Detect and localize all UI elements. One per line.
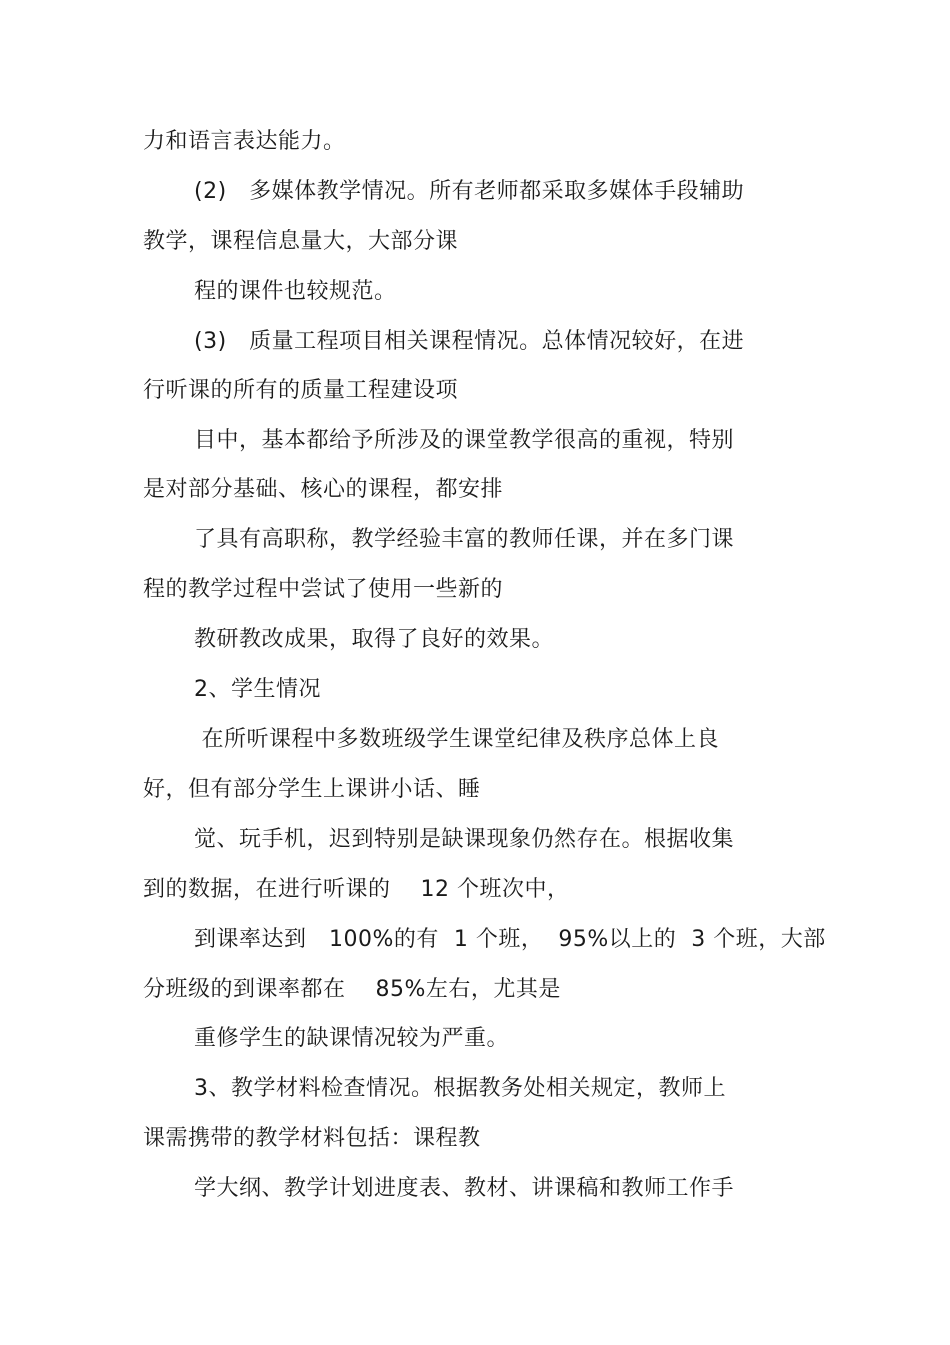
text-line: 教研教改成果，取得了良好的效果。	[194, 627, 555, 652]
text-line: 在所听课程中多数班级学生课堂纪律及秩序总体上良	[194, 727, 719, 752]
text-line: 好，但有部分学生上课讲小话、睡	[143, 777, 481, 802]
section-heading: 3、教学材料检查情况。根据教务处相关规定，教师上	[194, 1076, 726, 1101]
section-heading: 2、学生情况	[194, 677, 321, 702]
text-line: (2) 多媒体教学情况。所有老师都采取多媒体手段辅助	[194, 179, 745, 204]
text-line: 分班级的到课率都在 85%左右，尤其是	[143, 977, 561, 1002]
text-line: 教学，课程信息量大，大部分课	[143, 229, 459, 254]
text-line: 到的数据，在进行听课的 12 个班次中，	[143, 877, 570, 902]
text-line: 课需携带的教学材料包括：课程教	[143, 1126, 481, 1151]
text-line: 觉、玩手机，迟到特别是缺课现象仍然存在。根据收集	[194, 827, 735, 852]
text-line: 是对部分基础、核心的课程，都安排	[143, 477, 504, 502]
text-line: 力和语言表达能力。	[143, 129, 346, 154]
text-line: 学大纲、教学计划进度表、教材、讲课稿和教师工作手	[194, 1176, 735, 1201]
text-line: 到课率达到 100%的有 1 个班， 95%以上的 3 个班，大部	[194, 927, 826, 952]
text-line: 程的课件也较规范。	[194, 279, 397, 304]
text-line: 程的教学过程中尝试了使用一些新的	[143, 577, 504, 602]
text-line: 重修学生的缺课情况较为严重。	[194, 1026, 510, 1051]
text-line: 行听课的所有的质量工程建设项	[143, 378, 459, 403]
text-line: 了具有高职称，教学经验丰富的教师任课，并在多门课	[194, 527, 735, 552]
text-line: (3) 质量工程项目相关课程情况。总体情况较好，在进	[194, 329, 745, 354]
text-line: 目中，基本都给予所涉及的课堂教学很高的重视，特别	[194, 428, 735, 453]
